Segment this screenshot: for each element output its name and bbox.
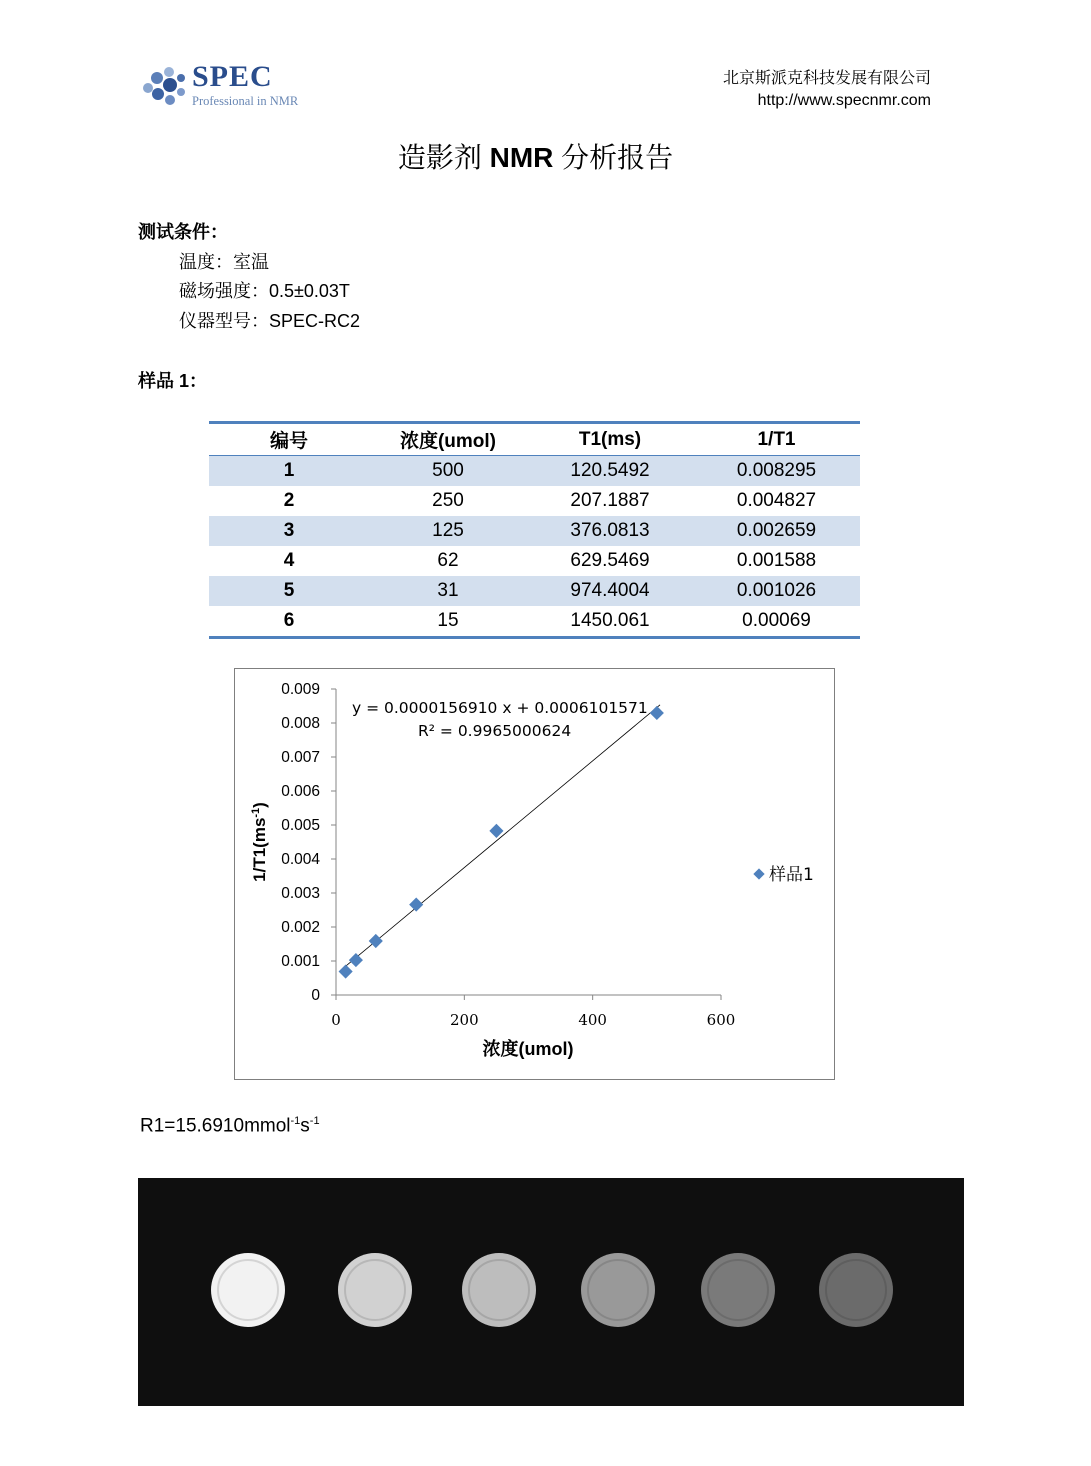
cell: 5 [209, 576, 369, 606]
title-prefix: 造影剂 [397, 142, 490, 173]
company-info [723, 68, 931, 112]
mri-phantom-image [138, 1178, 964, 1406]
cell: 3 [209, 516, 369, 546]
cell: 1 [209, 456, 369, 487]
y-tick-label: 0.004 [281, 851, 320, 868]
data-point [339, 964, 353, 978]
col-header-id: 编号 [209, 423, 369, 456]
condition-field-strength: 磁场强度：0.5±0.03T [179, 281, 350, 301]
y-tick-label: 0.002 [281, 919, 320, 936]
cell: 31 [369, 576, 527, 606]
trend-equation: y = 0.0000156910 x + 0.0006101571 [352, 699, 648, 717]
table-row [209, 546, 860, 576]
r1-main: R1=15.6910mmol [140, 1115, 291, 1137]
y-tick-label: 0.003 [281, 885, 320, 902]
r-squared: R² = 0.9965000624 [418, 722, 572, 740]
page-title [0, 136, 1071, 176]
cell: 62 [437, 550, 459, 571]
mri-sample-circle [701, 1253, 775, 1327]
data-table [209, 421, 860, 639]
table-row [209, 486, 860, 516]
cell: 6 [209, 606, 369, 638]
legend-label: 样品1 [769, 865, 814, 885]
data-point [489, 824, 503, 838]
x-tick-label: 200 [450, 1011, 479, 1029]
logo-dots-icon [140, 64, 186, 108]
chart-frame [234, 668, 835, 1080]
company-name: 北京斯派克科技发展有限公司 [722, 70, 931, 87]
data-point [349, 953, 363, 967]
cell: 376.0813 [527, 516, 693, 546]
company-website[interactable]: http://www.specnmr.com [757, 92, 931, 109]
legend [753, 865, 813, 885]
x-tick-label: 400 [578, 1011, 607, 1029]
trendline [341, 705, 660, 970]
cell: 2 [283, 490, 295, 511]
r1-sup-1: -1 [290, 1115, 301, 1127]
scatter-chart [235, 669, 834, 1079]
mri-sample-circle [211, 1253, 285, 1327]
y-tick-label: 0.006 [281, 783, 320, 800]
mri-image [138, 1178, 964, 1406]
cell: 0.002659 [693, 516, 860, 546]
company-logo [140, 60, 300, 112]
cell: 125 [369, 516, 527, 546]
cell: 250 [432, 490, 464, 511]
col-header-concentration: 浓度(umol) [369, 423, 527, 456]
condition-temperature: 温度：室温 [179, 252, 269, 272]
table-row [209, 606, 860, 638]
legend-marker [753, 868, 764, 879]
y-axis-label-sup: -1 [250, 807, 262, 818]
table-row [209, 456, 860, 487]
y-axis-label-end: ) [250, 802, 269, 808]
title-bold: NMR [489, 142, 554, 173]
logo-title: SPEC [192, 60, 273, 93]
table-row [209, 576, 860, 606]
y-axis-label [250, 802, 269, 882]
col-header-inverse-t1: 1/T1 [693, 423, 860, 456]
cell: 207.1887 [570, 490, 650, 511]
conditions-heading: 测试条件： [138, 222, 228, 242]
r1-unit: s [300, 1115, 310, 1137]
cell: 15 [369, 606, 527, 638]
cell: 0.00069 [693, 606, 860, 638]
y-tick-label: 0.001 [281, 953, 320, 970]
cell: 4 [283, 550, 295, 571]
cell: 1450.061 [527, 606, 693, 638]
y-tick-label: 0 [311, 987, 320, 1004]
condition-instrument: 仪器型号：SPEC-RC2 [179, 311, 361, 331]
cell: 120.5492 [527, 456, 693, 487]
data-point [650, 706, 664, 720]
mri-sample-circle [462, 1253, 536, 1327]
y-tick-label: 0.005 [281, 817, 320, 834]
table-header-row [209, 423, 860, 456]
sample-heading: 样品 1： [138, 371, 208, 391]
mri-sample-circle [338, 1253, 412, 1327]
y-tick-label: 0.007 [281, 749, 320, 766]
cell: 500 [369, 456, 527, 487]
title-suffix: 分析报告 [553, 142, 674, 173]
y-axis-label-main: 1/T1(ms [250, 817, 269, 882]
col-header-t1: T1(ms) [527, 423, 693, 456]
r1-result [140, 1115, 320, 1137]
cell: 0.001026 [693, 576, 860, 606]
cell: 0.001588 [736, 550, 817, 571]
y-tick-label: 0.009 [281, 681, 320, 698]
r1-sup-2: -1 [309, 1115, 320, 1127]
y-tick-label: 0.008 [281, 715, 320, 732]
mri-sample-circle [819, 1253, 893, 1327]
data-point [409, 898, 423, 912]
logo-subtitle: Professional in NMR [192, 94, 299, 108]
data-point [369, 934, 383, 948]
cell: 974.4004 [527, 576, 693, 606]
table-row [209, 516, 860, 546]
x-axis-label: 浓度(umol) [482, 1039, 574, 1059]
cell: 629.5469 [570, 550, 650, 571]
cell: 0.008295 [693, 456, 860, 487]
x-tick-label: 0 [331, 1011, 341, 1029]
mri-sample-circle [581, 1253, 655, 1327]
cell: 0.004827 [736, 490, 817, 511]
x-tick-label: 600 [706, 1011, 736, 1029]
